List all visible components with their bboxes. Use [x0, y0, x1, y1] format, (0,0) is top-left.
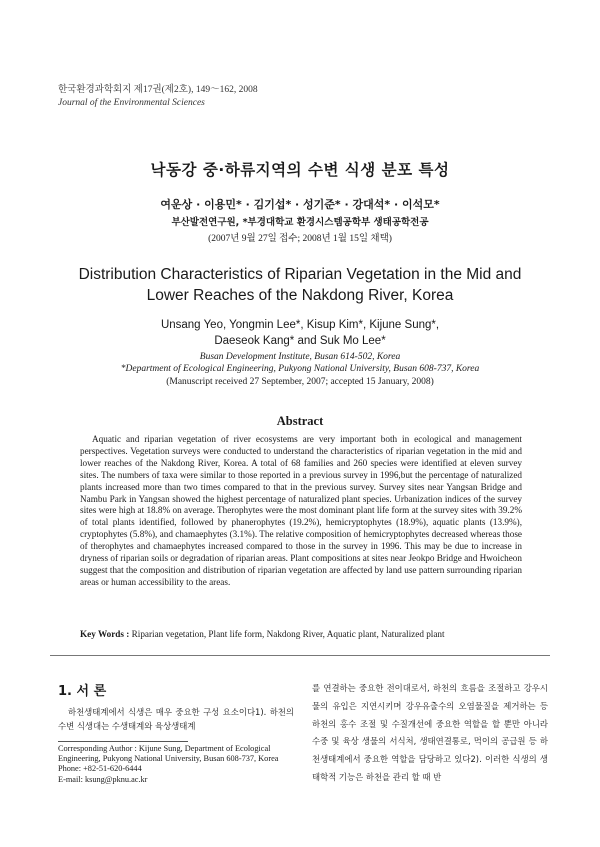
intro-right-column: 를 연결하는 중요한 전이대로서, 하천의 흐름을 조절하고 강우시 물의 유입은 지연시키며 강우유출수의 오염물질을 제거하는 등 하천의 홍수 조절 및 수질개선에 중요한 역할을 할 뿐만 아니라 수중 및 육상 생물의 서식처, 생태연결통로, 먹이의 공급원 등 하천생태계에서 중요한 역할을 담당하고 있다2). 이러한 식생의 생태학적 기능은 하천을 관리 할 때 반: [312, 683, 548, 782]
section-divider: [50, 655, 550, 656]
footnote-author: Corresponding Author : Kijune Sung, Department of Ecological Engineering, Pukyong National University, Busan 608-737, Korea: [58, 744, 279, 764]
footnote-divider: [58, 741, 188, 742]
intro-left-column: 하천생태계에서 식생은 매우 중요한 구성 요소이다1). 하천의 수변 식생대는 수생태계와 육상생태계: [58, 707, 294, 731]
section-heading: 1. 서 론: [58, 684, 107, 699]
dates-korean: (2007년 9월 27일 접수; 2008년 1월 15일 채택): [208, 234, 392, 244]
journal-name-en: Journal of the Environmental Sciences: [58, 98, 205, 108]
authors-english-line2: Daeseok Kang* and Suk Mo Lee*: [214, 335, 386, 347]
keywords-text: Riparian vegetation, Plant life form, Nakdong River, Aquatic plant, Naturalized plant: [129, 629, 445, 639]
abstract-heading: Abstract: [276, 414, 324, 428]
journal-citation: [58, 84, 258, 110]
authors-english-line1: Unsang Yeo, Yongmin Lee*, Kisup Kim*, Kijune Sung*,: [160, 319, 440, 331]
affiliation-korean: 부산발전연구원, *부경대학교 환경시스템공학부 생태공학전공: [171, 217, 429, 228]
title-korean: 낙동강 중·하류지역의 수변 식생 분포 특성: [150, 161, 450, 179]
footnote-phone: Phone: +82-51-620-6444: [58, 764, 142, 774]
authors-english: [60, 317, 540, 349]
keywords-label: Key Words :: [80, 629, 130, 639]
affiliation-english-line2: *Department of Ecological Engineering, Pukyong National University, Busan 608-737, Korea: [120, 364, 480, 374]
journal-citation-ko: 한국환경과학회지 제17권(제2호), 149～162, 2008: [58, 85, 258, 95]
title-english: Distribution Characteristics of Riparian Vegetation in the Mid and Lower Reaches of the Nakdong River, Korea: [78, 266, 522, 304]
affiliation-english-line1: Busan Development Institute, Busan 614-502, Korea: [199, 352, 401, 362]
footnote: [58, 744, 298, 785]
footnote-email: E-mail: ksung@pknu.ac.kr: [58, 774, 148, 784]
authors-korean: 여운상 · 이용민* · 김기섭* · 성기준* · 강대석* · 이석모*: [160, 198, 440, 211]
dates-english: (Manuscript received 27 September, 2007; accepted 15 January, 2008): [166, 377, 434, 387]
abstract-text: Aquatic and riparian vegetation of river ecosystems are very important both in ecological and management perspectives. Vegetation surveys were conducted to understand the characteristics of riparian vegetation in the mid and lower reaches of the Nakdong River, Korea. A total of 68 families and 260 species were identified at eleven survey sites. The numbers of taxa were similar to those reported in a previous survey in 1996,but the percentage of naturalized plants increased more than two times compared to that in the previous survey. Survey sites near Yangsan Bridge and Nambu Park in Yangsan showed the highest percentage of naturalized plant species. Urbanization indices of the survey sites were high at 18.8% on average. Therophytes were the most dominant plant life form at the survey sites with 39.2% of total plants identified, followed by phanerophytes (19.2%), hemicryptophytes (18.9%), aquatic plants (13.9%), cryptophytes (5.8%), and chamaephytes (3.1%). The relative composition of hemicryptophytes decreased whereas those of therophytes and chamaephytes increased compared to those in the survey in 1996. This may be due to increase in dryness of riparian soils or degradation of riparian areas. Plant compositions at sites near Jeokpo Bridge and Hwoicheon suggest that the composition and distribution of riparian vegetation are affected by land use pattern surrounding riparian areas or human accessibility to the areas.: [80, 434, 522, 587]
keywords: [80, 628, 522, 640]
affiliation-english: [60, 351, 540, 375]
